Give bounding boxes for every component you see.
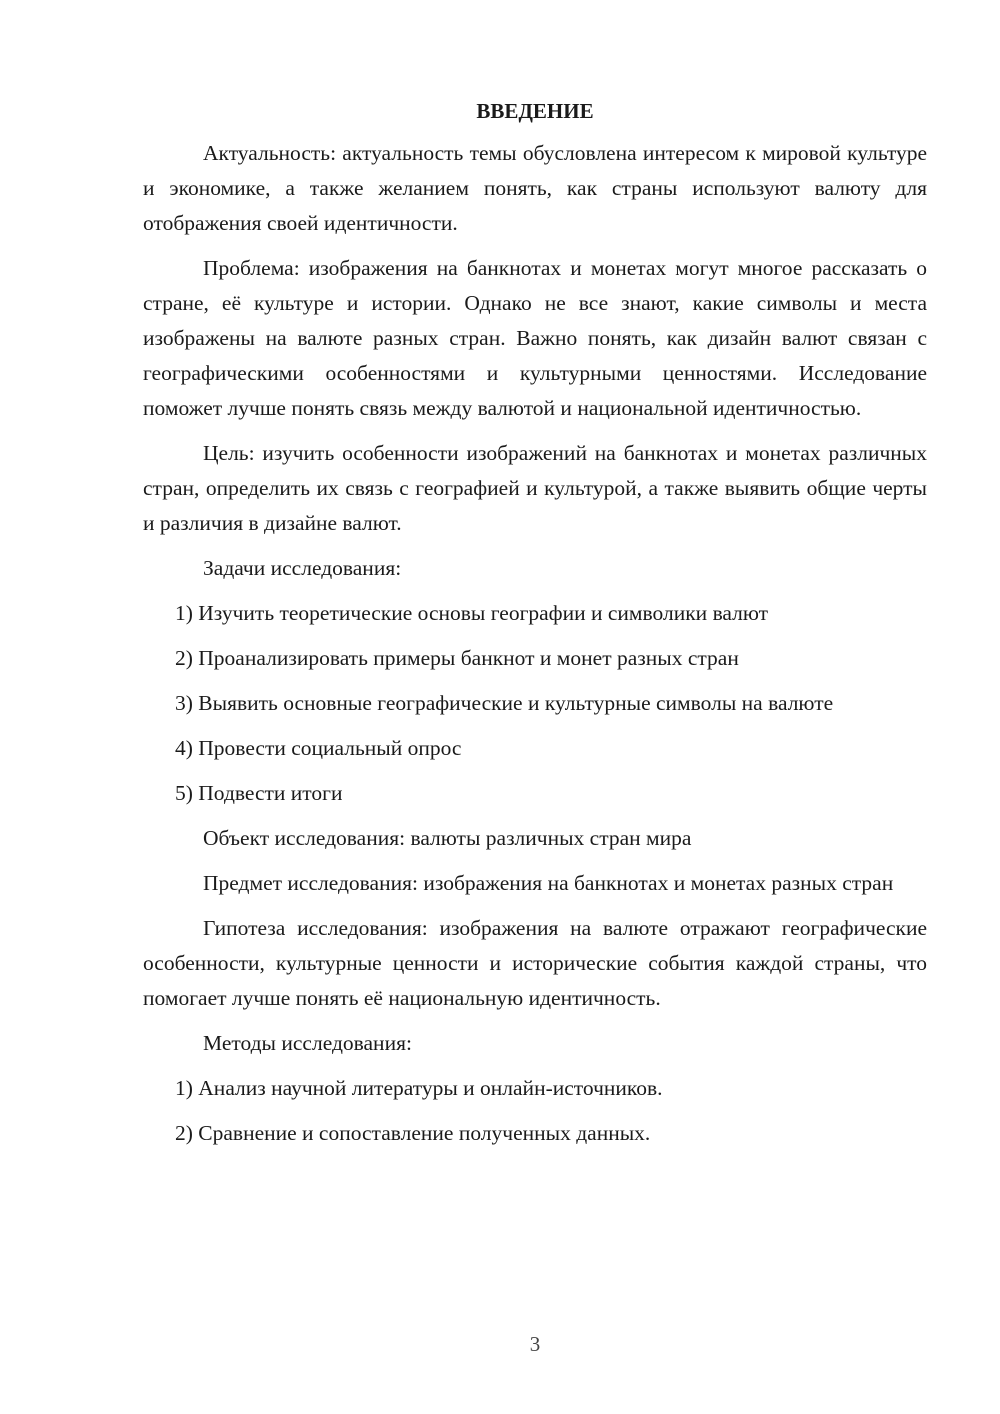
methods-heading: Методы исследования: (203, 1031, 412, 1055)
task-item-5: 5) Подвести итоги (175, 781, 343, 805)
tasks-heading: Задачи исследования: (203, 556, 402, 580)
task-item-1: 1) Изучить теоретические основы географии и символики валют (175, 601, 769, 625)
task-item-4: 4) Провести социальный опрос (175, 736, 462, 760)
document-page (143, 96, 927, 1161)
paragraph-object: Объект исследования: валюты различных стран мира (203, 826, 692, 850)
paragraph-hypothesis: Гипотеза исследования: изображения на валюте отражают географические особенности, культурные ценности и исторические события каждой страны, что помогает лучше понять её национальную идентичность. (143, 916, 927, 1010)
method-item-2: 2) Сравнение и сопоставление полученных данных. (175, 1121, 651, 1145)
page-number: 3 (529, 1332, 541, 1356)
paragraph-subject: Предмет исследования: изображения на банкнотах и монетах разных стран (203, 871, 894, 895)
task-item-3: 3) Выявить основные географические и культурные символы на валюте (175, 691, 834, 715)
section-title: ВВЕДЕНИЕ (476, 99, 594, 123)
task-item-2: 2) Проанализировать примеры банкнот и монет разных стран (175, 646, 739, 670)
paragraph-relevance: Актуальность: актуальность темы обусловлена интересом к мировой культуре и экономике, а также желанием понять, как страны используют валюту для отображения своей идентичности. (143, 141, 927, 235)
paragraph-problem: Проблема: изображения на банкнотах и монетах могут многое рассказать о стране, её культуре и истории. Однако не все знают, какие символы и места изображены на валюте разных стран. Важно понять, как дизайн валют связан с географическими особенностями и культурными ценностями. Исследование поможет лучше понять связь между валютой и национальной идентичностью. (143, 256, 927, 420)
method-item-1: 1) Анализ научной литературы и онлайн-источников. (175, 1076, 663, 1100)
paragraph-goal: Цель: изучить особенности изображений на банкнотах и монетах различных стран, определить их связь с географией и культурой, а также выявить общие черты и различия в дизайне валют. (143, 441, 927, 535)
